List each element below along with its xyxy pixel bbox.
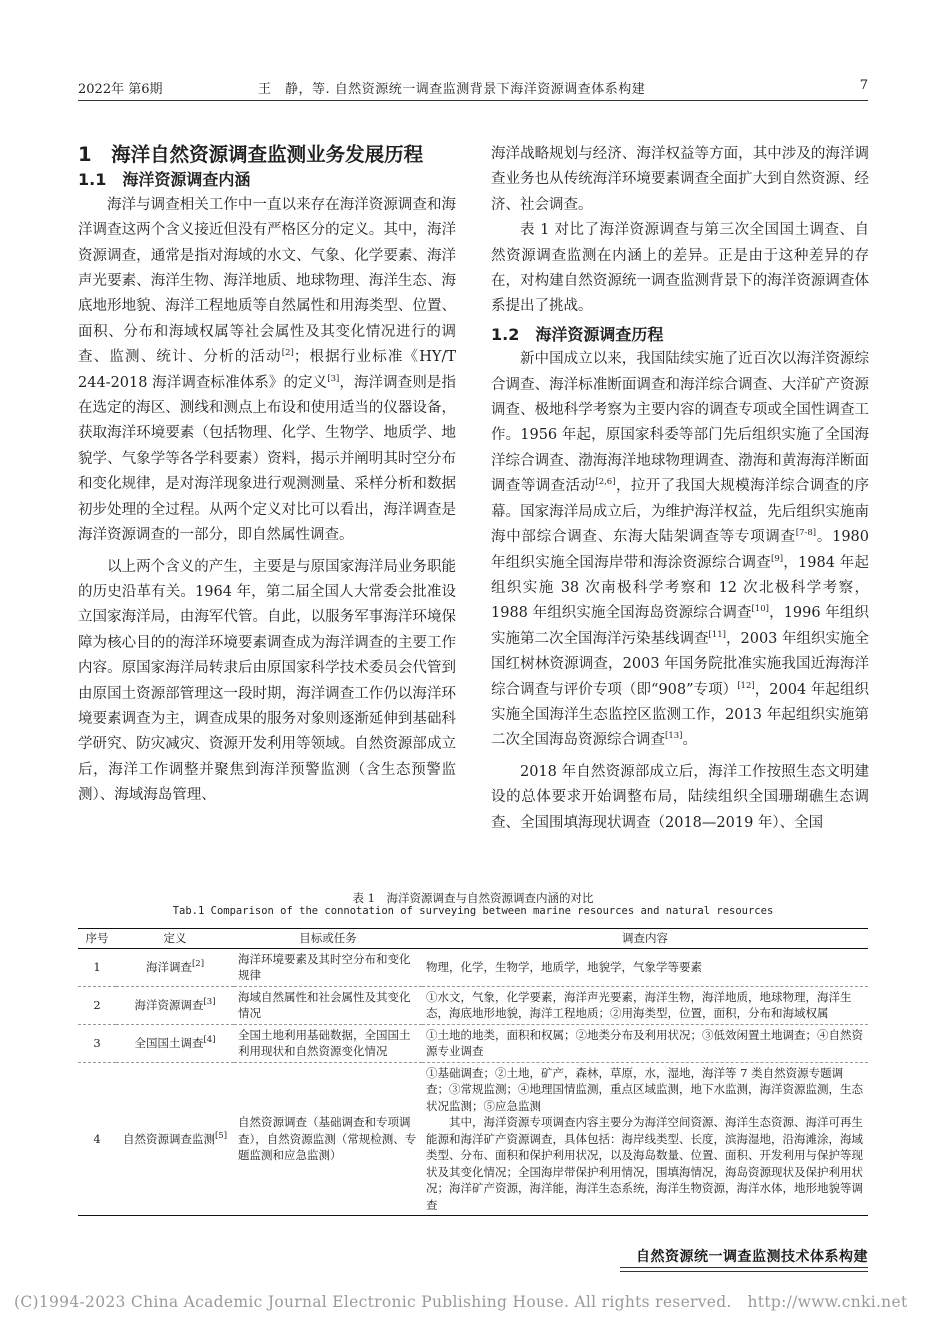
- comparison-table: [78, 928, 868, 1216]
- citation[interactable]: [3]: [327, 373, 340, 384]
- footer-rule: [620, 1267, 868, 1268]
- cell-goal: 海洋环境要素及其时空分布和变化规律: [234, 948, 422, 986]
- paragraph-2: 以上两个含义的产生，主要是与原国家海洋局业务职能的历史沿革有关。1964 年，第二届全国人大常委会批准设立国家海洋局，由海军代管。自此，以服务军事海洋环境保障为核心目的的海洋环境要素调查成为海洋调查的主要工作内容。原国家海洋局转隶后由原国家科学技术委员会代管到由原国土资源部管理这一段时期，海洋调查工作仍以海洋环境要素调查为主，调查成果的服务对象则逐渐延伸到基础科学研究、防灾减灾、资源开发利用等领域。自然资源部成立后，海洋工作调整并聚焦到海洋预警监测（含生态预警监测）、海域海岛管理、: [78, 558, 456, 804]
- citation[interactable]: [10]: [751, 604, 769, 615]
- running-title: 王 静，等. 自然资源统一调查监测背景下海洋资源调查体系构建: [258, 82, 646, 97]
- table-caption-cn: 表 1 海洋资源调查与自然资源调查内涵的对比: [352, 891, 594, 905]
- cell-definition: [116, 1024, 234, 1062]
- cell-no: 1: [78, 948, 116, 986]
- right-column: [491, 142, 869, 836]
- definition-text: 全国国土调查: [134, 1035, 204, 1050]
- paragraph-4: [491, 347, 869, 754]
- cell-no: 4: [78, 1062, 116, 1216]
- citation[interactable]: [12]: [737, 680, 755, 691]
- content-part-1: ①基础调查；②土地，矿产，森林，草原，水，湿地，海洋等 7 类自然资源专题调查；③常规监测；④地理国情监测，重点区域监测，地下水监测，海洋资源监测，生态状况监测；⑤应急监测: [426, 1065, 863, 1113]
- header-goal: 目标或任务: [234, 929, 422, 949]
- paragraph-2-continued: 海洋战略规划与经济、海洋权益等方面，其中涉及的海洋调查业务也从传统海洋环境要素调查全面扩大到自然资源、经济、社会调查。: [491, 146, 869, 213]
- citation[interactable]: [4]: [203, 1034, 216, 1045]
- footer-rule-thin: [620, 1271, 868, 1272]
- cell-definition: [116, 1062, 234, 1216]
- paragraph-5: 2018 年自然资源部成立后，海洋工作按照生态文明建设的总体要求开始调整布局，陆续组织全国珊瑚礁生态调查、全国围填海现状调查（2018—2019 年）、全国: [491, 763, 869, 831]
- section-title: 1 海洋自然资源调查监测业务发展历程: [78, 143, 424, 166]
- cell-no: 2: [78, 986, 116, 1024]
- para4-text-g: ，2004 年起组织实施全国海洋生态监控区监测工作，2013 年起组织实施第二次全国海岛资源综合调查: [491, 681, 869, 749]
- cell-definition: [116, 948, 234, 986]
- header-content: 调查内容: [422, 929, 868, 949]
- paragraph-3: 表 1 对比了海洋资源调查与第三次全国国土调查、自然资源调查监测在内涵上的差异。正是由于这种差异的存在，对构建自然资源统一调查监测背景下的海洋资源调查体系提出了挑战。: [491, 222, 869, 315]
- para4-text-f: ，2003 年组织实施全国红树林资源调查，2003 年国务院批准实施我国近海海洋综合调查与评价专项（即“908”专项）: [491, 630, 870, 698]
- cell-goal: 海域自然属性和社会属性及其变化情况: [234, 986, 422, 1024]
- journal-issue: 2022年 第6期: [78, 82, 163, 97]
- citation[interactable]: [13]: [665, 731, 683, 742]
- para1-text-c: ，海洋调查则是指在选定的海区、测线和测点上布设和使用适当的仪器设备，获取海洋环境要素（包括物理、化学、生物学、地质学、地貌学、气象学等各学科要素）资料，揭示并阐明其时空分布和变化规律，是对海洋现象进行观测测量、采样分析和数据初步处理的全过程。从两个定义对比可以看出，海洋调查是海洋资源调查的一部分，即自然属性调查。: [78, 374, 457, 544]
- citation[interactable]: [7-8]: [795, 528, 817, 539]
- para4-text-e: ，1996 年组织实施第二次全国海洋污染基线调查: [491, 605, 869, 647]
- subsection-title-1-2: 1.2 海洋资源调查历程: [491, 324, 664, 344]
- footer-banner: 自然资源统一调查监测技术体系构建: [636, 1249, 868, 1265]
- citation[interactable]: [5]: [214, 1130, 228, 1141]
- table-row: [78, 1024, 868, 1062]
- page-number: 7: [859, 78, 868, 93]
- header-no: 序号: [78, 929, 116, 949]
- citation[interactable]: [2,6]: [595, 477, 616, 488]
- cell-goal: 全国土地利用基础数据，全国国土利用现状和自然资源变化情况: [234, 1024, 422, 1062]
- copyright-watermark: (C)1994-2023 China Academic Journal Electronic Publishing House. All rights reserved. http://www.cnki.net: [14, 1293, 908, 1311]
- cell-content: 物理，化学，生物学，地质学，地貌学，气象学等要素: [422, 948, 868, 986]
- table-row: [78, 948, 868, 986]
- para4-text-b: ，拉开了我国大规模海洋综合调查的序幕。国家海洋局成立后，为维护海洋权益，先后组织实施南海中部综合调查、东海大陆架调查等专项调查: [491, 478, 870, 546]
- citation[interactable]: [9]: [771, 553, 784, 564]
- header-rule: [78, 100, 868, 101]
- left-column: [78, 142, 456, 809]
- para4-text-c: 。1980 年组织实施全国海岸带和海涂资源综合调查: [491, 529, 870, 571]
- citation[interactable]: [11]: [708, 629, 726, 640]
- citation[interactable]: [2]: [281, 348, 294, 359]
- cell-goal: 自然资源调查（基础调查和专项调查），自然资源监测（常规检测、专题监测和应急监测）: [234, 1062, 422, 1216]
- subsection-title-1-1: 1.1 海洋资源调查内涵: [78, 170, 251, 190]
- cell-content: ①土地的地类，面积和权属；②地类分布及利用状况；③低效闲置土地调查；④自然资源专业调查: [422, 1024, 868, 1062]
- content-part-2: 其中，海洋资源专项调查内容主要分为海洋空间资源、海洋生态资源、海洋可再生能源和海洋矿产资源调查，具体包括：海岸线类型、长度，滨海湿地，沿海滩涂，海域类型、分布、面积和保护利用状况，以及海岛数量、位置、面积、开发利用与保护等现状及其变化情况；全国海岸带保护利用情况，围填海情况，海岛资源现状及保护利用状况；海洋矿产资源，海洋能，海洋生态系统，海洋生物资源，海洋水体，地形地貌等调查: [426, 1115, 863, 1212]
- table-caption-en: Tab.1 Comparison of the connotation of surveying between marine resources and natural resources: [172, 905, 774, 917]
- paragraph-1: [78, 193, 456, 549]
- citation[interactable]: [3]: [203, 996, 216, 1007]
- cell-definition: [116, 986, 234, 1024]
- table-row: [78, 1062, 868, 1216]
- citation[interactable]: [2]: [191, 958, 205, 969]
- para4-text-d: ，1984 年起组织实施 38 次南极科学考察和 12 次北极科学考察，1988 年组织实施全国海岛资源综合调查: [491, 554, 870, 622]
- para1-text-a: 海洋与调查相关工作中一直以来存在海洋资源调查和海洋调查这两个含义接近但没有严格区分的定义。其中，海洋资源调查，通常是指对海域的水文、气象、化学要素、海洋声光要素、海洋生物、海洋地质、地球物理、海洋生态、海底地形地貌、海洋工程地质等自然属性和用海类型、位置、面积、分布和海域权属等社会属性及其变化情况进行的调查、监测、统计、分析的活动: [78, 196, 456, 366]
- definition-text: 自然资源调查监测: [122, 1131, 215, 1146]
- definition-text: 海洋资源调查: [134, 997, 204, 1012]
- cell-content: [422, 1062, 868, 1216]
- table-header-row: [78, 929, 868, 949]
- definition-text: 海洋调查: [145, 959, 192, 974]
- para4-text-a: 新中国成立以来，我国陆续实施了近百次以海洋资源综合调查、海洋标准断面调查和海洋综合调查、大洋矿产资源调查、极地科学考察为主要内容的调查专项或全国性调查工作。1956 年起，原国家科委等部门先后组织实施了全国海洋综合调查、渤海海洋地球物理调查、渤海和黄海海洋断面调查等调查活动: [491, 351, 869, 495]
- para1-text-b: ；根据行业标准《HY/T 244-2018 海洋调查标准体系》的定义: [78, 349, 457, 391]
- table-row: [78, 986, 868, 1024]
- para4-text-h: 。: [682, 732, 697, 749]
- header-definition: 定义: [116, 929, 234, 949]
- cell-no: 3: [78, 1024, 116, 1062]
- cell-content: ①水文，气象，化学要素，海洋声光要素，海洋生物，海洋地质，地球物理，海洋生态，海底地形地貌，海洋工程地质；②用海类型，位置，面积，分布和海域权属: [422, 986, 868, 1024]
